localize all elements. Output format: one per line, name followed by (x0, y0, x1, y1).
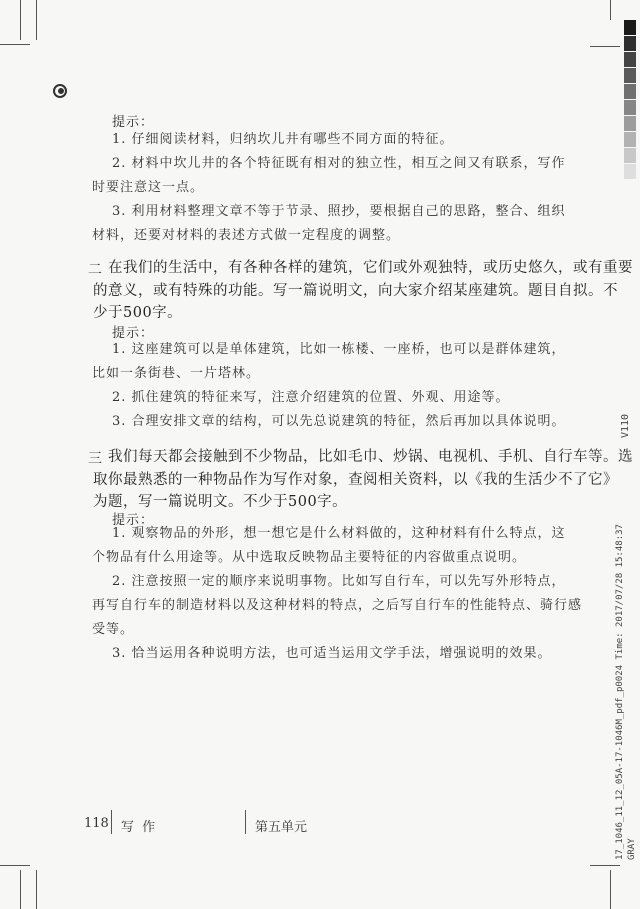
hint-item-line: 再写自行车的制造材料以及这种材料的特点，之后写自行车的性能特点、骑行感 (92, 598, 583, 613)
hint-item-line: 3. 合理安排文章的结构，可以先总说建筑的特征，然后再加以具体说明。 (112, 414, 566, 429)
page-number: 118 (84, 816, 109, 831)
color-swatch (624, 116, 636, 132)
hint-item-line: 比如一条街巷、一片塔林。 (92, 366, 261, 381)
crop-mark (610, 870, 611, 909)
crop-mark (36, 870, 37, 909)
hint-item-line: 1. 这座建筑可以是单体建筑，比如一栋楼、一座桥，也可以是群体建筑， (112, 342, 566, 357)
hint-item-line: 1. 仔细阅读材料，归纳坎儿井有哪些不同方面的特征。 (112, 132, 454, 147)
hint-item-line: 3. 恰当运用各种说明方法，也可适当运用文学手法，增强说明的效果。 (112, 646, 552, 661)
footer-divider (245, 810, 246, 834)
hint-item-line: 时要注意这一点。 (92, 180, 205, 195)
color-swatch (624, 164, 636, 180)
question-number: 三 (88, 451, 102, 467)
crop-mark (610, 0, 611, 20)
question-text-line: 在我们的生活中，有各种各样的建筑，它们或外观独特，或历史悠久，或有重要 (108, 260, 633, 276)
color-swatch (624, 100, 636, 116)
question-text-line: 我们每天都会接触到不少物品，比如毛巾、炒锅、电视机、手机、自行车等。选 (108, 449, 633, 465)
color-swatch (624, 148, 636, 164)
color-swatch (624, 132, 636, 148)
hint-title: 提示： (112, 326, 155, 341)
crop-mark (0, 865, 30, 866)
color-swatch (624, 36, 636, 52)
hint-item-line: 2. 注意按照一定的顺序来说明事物。比如写自行车，可以先写外形特点， (112, 574, 566, 589)
hint-list (92, 522, 583, 666)
question-text-line: 的意义，或有特殊的功能。写一篇说明文，向大家介绍某座建筑。题目自拟。不 (93, 283, 618, 299)
hint-item-line: 个物品有什么用途等。从中选取反映物品主要特征的内容做重点说明。 (92, 550, 527, 565)
hint-title: 提示： (112, 513, 155, 528)
crop-mark (0, 44, 30, 45)
footer-divider (111, 810, 112, 834)
footer-unit: 第五单元 (255, 820, 308, 835)
crop-mark (590, 865, 620, 866)
crop-mark (20, 0, 21, 40)
hint-list (92, 338, 566, 434)
print-info: 17_1046_11_12_05A-17-1046M_pdf_p0024 Time: 2017/07/28 15:48:37 (615, 524, 625, 860)
color-swatch (624, 20, 636, 36)
hint-title: 提示： (112, 115, 155, 130)
hint-item-line: 材料，还要对材料的表述方式做一定程度的调整。 (92, 228, 401, 243)
hint-list (92, 128, 566, 248)
hint-item-line: 1. 观察物品的外形，想一想它是什么材料做的，这种材料有什么特点，这 (112, 526, 566, 541)
hint-item-line: 2. 材料中坎儿井的各个特征既有相对的独立性，相互之间又有联系，写作 (112, 156, 566, 171)
question-text-line: 取你最熟悉的一种物品作为写作对象，查阅相关资料，以《我的生活少不了它》 (93, 472, 618, 488)
color-swatch (624, 84, 636, 100)
crop-mark (590, 46, 620, 47)
publisher-logo-icon (53, 84, 67, 98)
gray-label: GRAY (627, 838, 637, 860)
hint-item-line: 2. 抓住建筑的特征来写，注意介绍建筑的位置、外观、用途等。 (112, 390, 510, 405)
question-text-line: 为题，写一篇说明文。不少于500字。 (93, 494, 348, 510)
hint-item-line: 3. 利用材料整理文章不等于节录、照抄，要根据自己的思路，整合、组织 (112, 204, 566, 219)
color-swatch (624, 68, 636, 84)
margin-code: V110 (620, 413, 631, 438)
question-text-line: 少于500字。 (93, 305, 183, 321)
crop-mark (20, 870, 21, 909)
hint-item-line: 受等。 (92, 622, 135, 637)
question-number: 二 (88, 262, 102, 278)
color-swatch (624, 52, 636, 68)
print-color-bar (624, 20, 636, 180)
footer-book-section: 写 作 (121, 820, 158, 835)
crop-mark (36, 0, 37, 40)
